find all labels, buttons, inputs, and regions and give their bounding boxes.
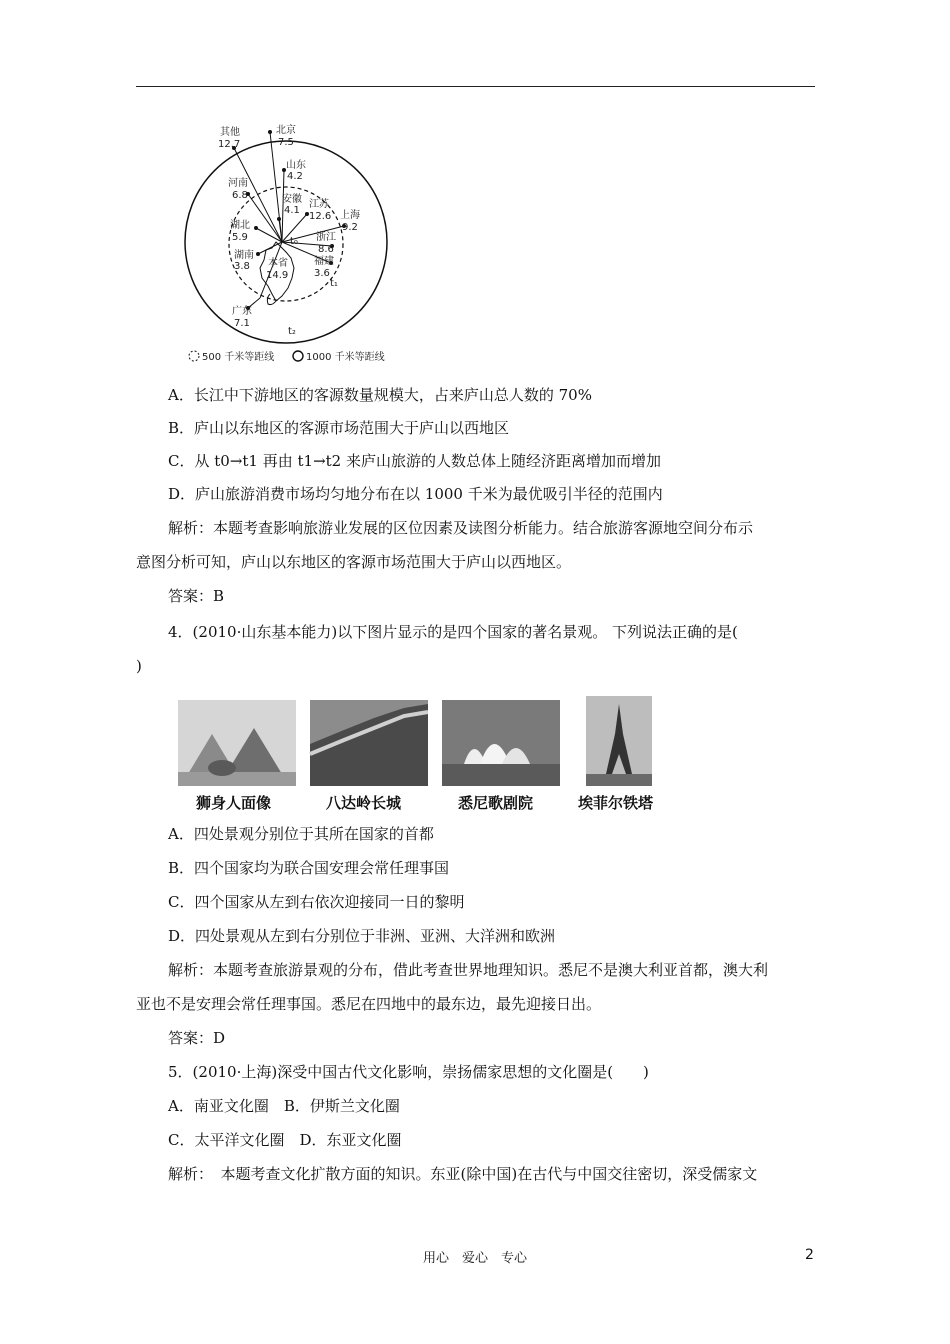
- legend-500-symbol: [189, 351, 199, 361]
- photo-sphinx: [178, 700, 296, 786]
- label-hunan: 湖南: [234, 250, 254, 261]
- landmark-photos: [174, 694, 660, 816]
- q3-analysis-line2: 意图分析可知，庐山以东地区的客源市场范围大于庐山以西地区。: [136, 553, 572, 571]
- value-zhejiang: 8.6: [318, 244, 334, 255]
- value-shanghai: 9.2: [342, 222, 358, 233]
- q5-options-line2: C．太平洋文化圈 D．东亚文化圈: [168, 1131, 402, 1149]
- label-zhejiang: 浙江: [316, 232, 336, 243]
- label-shandong: 山东: [286, 160, 306, 171]
- value-jiangsu: 12.6: [309, 211, 332, 222]
- label-t0: t₀: [290, 236, 298, 247]
- photos-svg: [174, 694, 660, 816]
- value-anhui: 4.1: [284, 205, 300, 216]
- value-shandong: 4.2: [287, 171, 303, 182]
- q3-option-b: B．庐山以东地区的客源市场范围大于庐山以西地区: [168, 419, 510, 437]
- map-svg: [176, 118, 396, 368]
- photo-opera-house: [442, 700, 560, 786]
- q4-option-c: C．四个国家从左到右依次迎接同一日的黎明: [168, 893, 465, 911]
- q3-option-a: A．长江中下游地区的客源数量规模大，占来庐山总人数的 70%: [168, 386, 592, 404]
- q4-analysis-line2: 亚也不是安理会常任理事国。悉尼在四地中的最东边，最先迎接日出。: [136, 995, 602, 1013]
- caption-great-wall: 八达岭长城: [326, 794, 402, 812]
- q3-analysis-line1: 解析：本题考查影响旅游业发展的区位因素及读图分析能力。结合旅游客源地空间分布示: [168, 519, 754, 537]
- label-hubei: 湖北: [230, 220, 250, 231]
- q4-option-b: B．四个国家均为联合国安理会常任理事国: [168, 859, 450, 877]
- label-benshen: 本省: [268, 258, 288, 269]
- value-hubei: 5.9: [232, 232, 248, 243]
- q3-option-c: C．从 t0→t1 再由 t1→t2 来庐山旅游的人数总体上随经济距离增加而增加: [168, 452, 661, 470]
- q5-options-line1: A．南亚文化圈 B．伊斯兰文化圈: [168, 1097, 400, 1115]
- caption-opera-house: 悉尼歌剧院: [458, 794, 534, 812]
- label-t1: t₁: [330, 278, 338, 289]
- q4-stem-line1: 4．(2010·山东基本能力)以下图片显示的是四个国家的著名景观。 下列说法正确的是(: [168, 623, 738, 641]
- q4-option-d: D．四处景观从左到右分别位于非洲、亚洲、大洋洲和欧洲: [168, 927, 556, 945]
- value-qita: 12.7: [218, 139, 241, 150]
- label-henan: 河南: [228, 178, 248, 189]
- label-beijing: 北京: [276, 125, 296, 136]
- label-jiangsu: 江苏: [309, 199, 329, 210]
- caption-sphinx: 狮身人面像: [196, 794, 272, 812]
- legend-1000-text: 1000 千米等距线: [306, 352, 385, 363]
- value-fujian: 3.6: [314, 268, 330, 279]
- value-beijing: 7.5: [278, 137, 294, 148]
- header-rule: [136, 86, 815, 87]
- q4-option-a: A．四处景观分别位于其所在国家的首都: [168, 825, 434, 843]
- page-number: 2: [805, 1247, 814, 1263]
- label-guangdong: 广东: [232, 306, 252, 317]
- photo-eiffel-tower: [586, 696, 652, 786]
- q4-stem-line2: ): [136, 657, 142, 675]
- label-anhui: 安徽: [282, 194, 302, 205]
- q4-analysis-line1: 解析：本题考查旅游景观的分布，借此考查世界地理知识。悉尼不是澳大利亚首都，澳大利: [168, 961, 769, 979]
- tourist-source-map: [176, 118, 396, 368]
- q3-answer: 答案：B: [168, 587, 225, 605]
- q5-analysis-line1: 解析： 本题考查文化扩散方面的知识。东亚(除中国)在古代与中国交往密切，深受儒家文: [168, 1165, 758, 1183]
- q3-option-d: D．庐山旅游消费市场均匀地分布在以 1000 千米为最优吸引半径的范围内: [168, 485, 663, 503]
- legend-500-text: 500 千米等距线: [202, 352, 275, 363]
- value-guangdong: 7.1: [234, 318, 250, 329]
- value-henan: 6.8: [232, 190, 248, 201]
- value-hunan: 3.8: [234, 261, 250, 272]
- label-qita: 其他: [220, 127, 240, 138]
- label-t2: t₂: [288, 326, 296, 337]
- page-footer: 用心 爱心 专心: [422, 1251, 527, 1266]
- label-fujian: 福建: [314, 256, 334, 267]
- q5-stem: 5．(2010·上海)深受中国古代文化影响，崇扬儒家思想的文化圈是( ): [168, 1063, 649, 1081]
- q4-answer: 答案：D: [168, 1029, 226, 1047]
- value-benshen: 14.9: [266, 270, 289, 281]
- photo-great-wall: [310, 700, 428, 786]
- caption-eiffel-tower: 埃菲尔铁塔: [578, 794, 654, 812]
- legend-1000-symbol: [293, 351, 303, 361]
- label-shanghai: 上海: [340, 210, 360, 221]
